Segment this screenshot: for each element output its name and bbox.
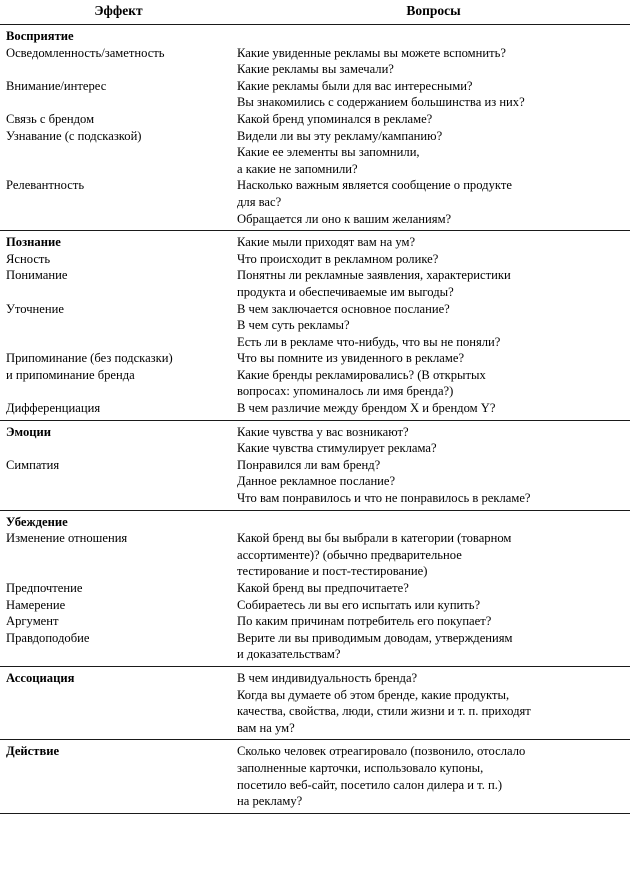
question-cell — [237, 457, 630, 507]
table-section-emotions — [0, 421, 630, 510]
table-row — [0, 111, 630, 128]
question-cell — [237, 597, 630, 614]
effect-label — [0, 78, 237, 95]
question-line: Какие рекламы вы замечали? — [237, 62, 394, 77]
column-header-questions: Вопросы — [406, 3, 461, 18]
question-line: Какие рекламы были для вас интересными? — [237, 78, 473, 93]
question-cell — [237, 613, 630, 630]
effect-label — [0, 597, 237, 614]
effect-label — [0, 128, 237, 145]
section-heading-label — [0, 234, 237, 251]
effect-line: Убеждение — [6, 514, 68, 529]
table-row — [0, 457, 630, 507]
question-line: Верите ли вы приводимым доводам, утверждениям — [237, 630, 513, 645]
effect-line: Узнавание (с подсказкой) — [6, 128, 142, 143]
effect-line: и припоминание бренда — [6, 367, 135, 382]
question-cell — [237, 630, 630, 663]
table-row — [0, 251, 630, 268]
effect-line: Припоминание (без подсказки) — [6, 351, 173, 366]
effect-label — [0, 301, 237, 318]
question-line: Понятны ли рекламные заявления, характеристики — [237, 268, 511, 283]
effect-label — [0, 111, 237, 128]
table-row — [0, 234, 630, 251]
effect-label — [0, 630, 237, 647]
table-body — [0, 25, 630, 813]
question-line: ассортименте)? (обычно предварительное — [237, 547, 462, 562]
question-line: Какой бренд упоминался в рекламе? — [237, 111, 433, 126]
effect-label — [0, 251, 237, 268]
question-line: Обращается ли оно к вашим желаниям? — [237, 211, 452, 226]
question-cell — [237, 350, 630, 400]
question-line: тестирование и пост-тестирование) — [237, 564, 428, 579]
question-line: Понравился ли вам бренд? — [237, 457, 381, 472]
table-section-persuasion — [0, 511, 630, 666]
question-line: посетило веб-сайт, посетило салон дилера и т. п.) — [237, 777, 503, 792]
question-cell — [237, 301, 630, 351]
question-line: Вы знакомились с содержанием большинства из них? — [237, 95, 525, 110]
question-line: Какие чувства стимулирует реклама? — [237, 441, 437, 456]
question-line: Какой бренд вы бы выбрали в категории (товарном — [237, 531, 512, 546]
question-line: Какие мыли приходят вам на ум? — [237, 235, 416, 250]
question-line: Какие бренды рекламировались? (В открытых — [237, 367, 486, 382]
question-line: качества, свойства, люди, стили жизни и т. п. приходят — [237, 704, 531, 719]
question-cell — [237, 267, 630, 300]
effect-line: Ясность — [6, 251, 51, 266]
question-line: вам на ум? — [237, 720, 295, 735]
effect-label — [0, 613, 237, 630]
question-cell — [237, 580, 630, 597]
question-cell — [237, 234, 630, 251]
question-cell — [237, 78, 630, 111]
question-cell — [237, 424, 630, 457]
question-cell — [237, 177, 630, 227]
effect-line: Уточнение — [6, 301, 64, 316]
question-line: а какие не запомнили? — [237, 161, 358, 176]
effect-line: Познание — [6, 235, 61, 250]
table-row — [0, 613, 630, 630]
question-line: Какие ее элементы вы запомнили, — [237, 145, 420, 160]
question-line: Что вам понравилось и что не понравилось в рекламе? — [237, 491, 531, 506]
question-line: В чем заключается основное послание? — [237, 301, 450, 316]
table-row — [0, 597, 630, 614]
effect-line: Восприятие — [6, 29, 74, 43]
question-cell — [237, 400, 630, 417]
effect-line: Изменение отношения — [6, 531, 128, 546]
table-row — [0, 267, 630, 300]
table-section-action — [0, 740, 630, 812]
question-line: Данное рекламное послание? — [237, 474, 396, 489]
effect-line: Эмоции — [6, 424, 52, 439]
effect-line: Правдоподобие — [6, 630, 90, 645]
question-line: Видели ли вы эту рекламу/кампанию? — [237, 128, 443, 143]
question-cell — [237, 111, 630, 128]
table-bottom-rule — [0, 813, 630, 814]
table-row — [0, 128, 630, 178]
table-row — [0, 400, 630, 417]
question-line: заполненные карточки, использовало купоны, — [237, 760, 484, 775]
question-cell — [237, 251, 630, 268]
effect-line: Намерение — [6, 597, 66, 612]
question-line: Что происходит в рекламном ролике? — [237, 251, 439, 266]
question-line: В чем различие между брендом X и брендом Y? — [237, 401, 496, 416]
table-row — [0, 670, 630, 736]
question-line: В чем суть рекламы? — [237, 318, 350, 333]
table-row — [0, 630, 630, 663]
table-row — [0, 743, 630, 809]
question-line: По каким причинам потребитель его покупает? — [237, 614, 492, 629]
effect-label — [0, 350, 237, 383]
question-line: для вас? — [237, 194, 282, 209]
effect-label — [0, 530, 237, 547]
effect-line: Понимание — [6, 268, 68, 283]
question-cell — [237, 45, 630, 78]
table-row — [0, 301, 630, 351]
question-cell — [237, 670, 630, 736]
table-section-cognition — [0, 231, 630, 420]
effect-line: Релевантность — [6, 178, 85, 193]
effect-label — [0, 400, 237, 417]
effect-line: Связь с брендом — [6, 111, 95, 126]
question-line: Что вы помните из увиденного в рекламе? — [237, 351, 465, 366]
effect-line: Аргумент — [6, 614, 59, 629]
table-row — [0, 580, 630, 597]
question-line: В чем индивидуальность бренда? — [237, 670, 418, 685]
table-header-row — [0, 0, 630, 24]
question-line: Какие чувства у вас возникают? — [237, 424, 409, 439]
effect-line: Действие — [6, 744, 60, 759]
effect-label — [0, 177, 237, 194]
question-line: Какой бренд вы предпочитаете? — [237, 581, 409, 595]
table-row — [0, 514, 630, 531]
effect-line: Ассоциация — [6, 670, 75, 685]
table-row — [0, 78, 630, 111]
question-cell — [237, 128, 630, 178]
effect-line: Дифференциация — [6, 401, 101, 416]
question-line: Собираетесь ли вы его испытать или купить? — [237, 597, 481, 612]
section-heading-label — [0, 514, 237, 531]
question-line: Сколько человек отреагировало (позвонило, отослало — [237, 744, 526, 759]
question-line: продукта и обеспечиваемые им выгоды? — [237, 284, 454, 299]
effect-line: Внимание/интерес — [6, 78, 107, 93]
table-row — [0, 45, 630, 78]
question-line: Когда вы думаете об этом бренде, какие продукты, — [237, 687, 510, 702]
table-row — [0, 28, 630, 45]
question-line: вопросах: упоминалось ли имя бренда?) — [237, 384, 454, 399]
question-line: и доказательствам? — [237, 647, 341, 662]
question-cell — [237, 743, 630, 809]
effect-line: Предпочтение — [6, 581, 83, 595]
section-heading-label — [0, 670, 237, 687]
section-heading-label — [0, 743, 237, 760]
question-line: Какие увиденные рекламы вы можете вспомнить? — [237, 45, 506, 60]
table-row — [0, 424, 630, 457]
section-heading-label — [0, 424, 237, 441]
table-row — [0, 530, 630, 580]
effect-line: Осведомленность/заметность — [6, 45, 165, 60]
effect-label — [0, 580, 237, 597]
effect-label — [0, 457, 237, 474]
effect-line: Симпатия — [6, 457, 60, 472]
table-row — [0, 177, 630, 227]
question-line: на рекламу? — [237, 794, 303, 809]
table-section-association — [0, 667, 630, 739]
question-cell — [237, 530, 630, 580]
question-line: Есть ли в рекламе что-нибудь, что вы не поняли? — [237, 334, 501, 349]
effect-label — [0, 267, 237, 284]
table-section-perception — [0, 25, 630, 230]
section-heading-label — [0, 28, 237, 45]
question-line: Насколько важным является сообщение о продукте — [237, 178, 512, 193]
table-row — [0, 350, 630, 400]
column-header-effect: Эффект — [94, 3, 143, 18]
effect-label — [0, 45, 237, 62]
